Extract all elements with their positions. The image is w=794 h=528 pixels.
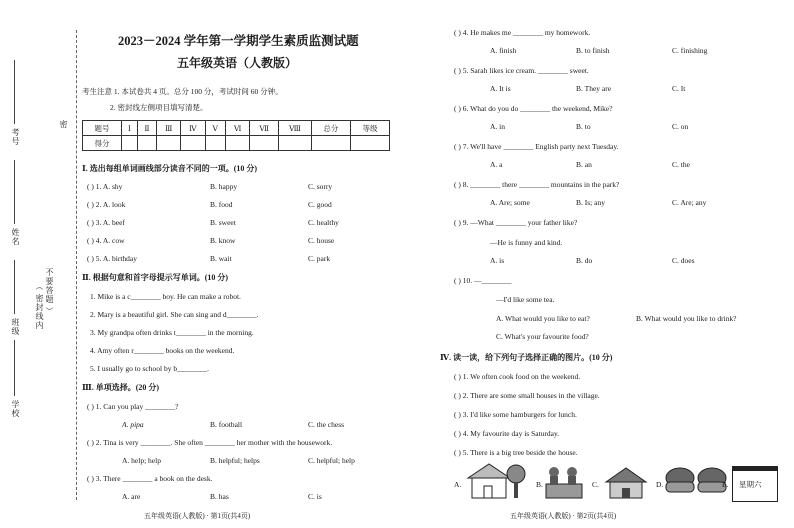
seal-note-2: 不要答题 ）	[45, 268, 54, 316]
fill-item: 4. Amy often r________ books on the weekend.	[90, 346, 235, 355]
score-cell[interactable]	[350, 136, 389, 151]
option-a: A. a	[490, 160, 503, 169]
mc-question: ( ) 5. Sarah likes ice cream. ________ sweet.	[454, 66, 589, 75]
class-label: 班级	[11, 318, 20, 336]
pic-label: C.	[592, 480, 599, 489]
option-c: C. What's your favourite food?	[496, 332, 589, 341]
option-a: A. in	[490, 122, 505, 131]
school-line	[14, 340, 15, 396]
option-b: B. to	[576, 122, 591, 131]
option-c: C. does	[672, 256, 695, 265]
option-a: A. is	[490, 256, 505, 265]
mc-question: ( ) 6. What do you do ________ the weekend, Mike?	[454, 104, 613, 113]
option-c: C. the	[672, 160, 690, 169]
option-a: A. Are; some	[490, 198, 530, 207]
hamburgers-picture	[664, 464, 728, 500]
option-a: A. help; help	[122, 456, 161, 465]
name-label: 姓名	[11, 228, 20, 246]
school-label: 学校	[11, 400, 20, 418]
score-cell[interactable]	[157, 136, 181, 151]
exam-title: 2023－2024 学年第一学期学生素质监测试题	[118, 34, 359, 48]
cooking-picture	[544, 464, 584, 500]
fill-item: 5. I usually go to school by b________.	[90, 364, 209, 373]
fill-item: 2. Mary is a beautiful girl. She can sing and d________.	[90, 310, 259, 319]
option-a: A. pipa	[122, 420, 144, 429]
table-cell: Ⅲ	[157, 121, 181, 136]
pic-label: E.	[722, 480, 729, 489]
option-c: C. is	[308, 492, 322, 501]
table-cell: Ⅴ	[205, 121, 225, 136]
option-c: C. good	[308, 200, 332, 209]
mc-question: ( ) 10. —________	[454, 276, 512, 285]
score-table	[82, 120, 390, 151]
match-item: ( ) 4. My favourite day is Saturday.	[454, 429, 560, 438]
option-b: B. What would you like to drink?	[636, 314, 737, 323]
question-number: ( ) 1. A. shy	[87, 182, 123, 191]
mc-question: ( ) 8. ________ there ________ mountains in the park?	[454, 180, 620, 189]
option-b: B. food	[210, 200, 233, 209]
score-cell[interactable]	[205, 136, 225, 151]
mc-question: ( ) 1. Can you play ________?	[87, 402, 179, 411]
table-cell: 等级	[350, 121, 389, 136]
mc-question: ( ) 2. Tina is very ________. She often ________ her mother with the housework.	[87, 438, 333, 447]
score-cell[interactable]	[225, 136, 249, 151]
option-b: B. know	[210, 236, 236, 245]
option-c: C. healthy	[308, 218, 339, 227]
mc-question: ( ) 4. He makes me ________ my homework.	[454, 28, 591, 37]
option-b: B. They are	[576, 84, 612, 93]
option-a: A. It is	[490, 84, 511, 93]
option-c: C. house	[308, 236, 335, 245]
part2-heading: Ⅱ. 根据句意和首字母提示写单词。(10 分)	[82, 273, 229, 282]
mc-question: ( ) 9. —What ________ your father like?	[454, 218, 578, 227]
option-b: B. happy	[210, 182, 238, 191]
option-c: C. Are; any	[672, 198, 707, 207]
option-c: C. sorry	[308, 182, 333, 191]
option-b: B. sweet	[210, 218, 236, 227]
question-number: ( ) 2. A. look	[87, 200, 126, 209]
option-c: C. the chess	[308, 420, 345, 429]
dialogue-line: —I'd like some tea.	[496, 295, 555, 304]
page-footer: 五年级英语(人教版) · 第1页(共4页)	[144, 512, 251, 520]
score-table-header-row	[83, 121, 390, 136]
exam-no-line	[14, 60, 15, 124]
notice-1: 考生注意 1. 本试卷共 4 页。总分 100 分，考试时间 60 分钟。	[82, 87, 283, 96]
option-c: C. park	[308, 254, 331, 263]
fill-item: 1. Mike is a c________ boy. He can make a robot.	[90, 292, 241, 301]
seal-note-1: （ 密封线内	[35, 282, 44, 330]
option-c: C. It	[672, 84, 686, 93]
pic-label: D.	[656, 480, 664, 489]
option-b: B. do	[576, 256, 593, 265]
dialogue-line: —He is funny and kind.	[490, 238, 563, 247]
table-cell: Ⅱ	[137, 121, 157, 136]
option-c: C. helpful; help	[308, 456, 355, 465]
question-number: ( ) 3. A. beef	[87, 218, 125, 227]
table-cell: Ⅳ	[181, 121, 205, 136]
option-b: B. wait	[210, 254, 232, 263]
table-cell: 得分	[83, 136, 122, 151]
option-a: A. finish	[490, 46, 517, 55]
mc-question: ( ) 7. We'll have ________ English party next Tuesday.	[454, 142, 619, 151]
table-cell: Ⅶ	[250, 121, 279, 136]
score-cell[interactable]	[311, 136, 350, 151]
score-cell[interactable]	[122, 136, 138, 151]
score-cell[interactable]	[137, 136, 157, 151]
exam-subtitle: 五年级英语（人教版）	[177, 56, 298, 70]
option-a: A. are	[122, 492, 141, 501]
calendar-picture	[732, 466, 778, 502]
page-1	[82, 0, 400, 528]
option-b: B. helpful; helps	[210, 456, 260, 465]
option-c: C. finishing	[672, 46, 708, 55]
house-tree-picture	[462, 462, 526, 500]
option-b: B. football	[210, 420, 243, 429]
small-houses-picture	[602, 464, 650, 500]
option-a: A. What would you like to eat?	[496, 314, 590, 323]
page-2	[410, 0, 794, 528]
calendar-text: 星期六	[739, 480, 762, 489]
table-cell: Ⅵ	[225, 121, 249, 136]
exam-no-label: 考号	[11, 128, 20, 146]
score-table-score-row	[83, 136, 390, 151]
seal-char: 密	[59, 120, 68, 129]
binding-margin	[0, 0, 82, 528]
option-b: B. has	[210, 492, 229, 501]
option-c: C. on	[672, 122, 689, 131]
score-cell[interactable]	[250, 136, 279, 151]
score-cell[interactable]	[181, 136, 205, 151]
part4-heading: Ⅳ. 读一读，给下列句子选择正确的图片。(10 分)	[440, 353, 613, 362]
seal-dash-line	[76, 30, 77, 500]
option-b: B. an	[576, 160, 592, 169]
fill-item: 3. My grandpa often drinks t________ in the morning.	[90, 328, 254, 337]
table-cell: Ⅷ	[279, 121, 312, 136]
mc-question: ( ) 3. There ________ a book on the desk.	[87, 474, 213, 483]
match-item: ( ) 1. We often cook food on the weekend.	[454, 372, 581, 381]
table-cell: 总分	[311, 121, 350, 136]
option-b: B. Is; any	[576, 198, 605, 207]
match-item: ( ) 2. There are some small houses in the village.	[454, 391, 600, 400]
match-item: ( ) 5. There is a big tree beside the house.	[454, 448, 578, 457]
part1-heading: Ⅰ. 选出每组单词画线部分读音不同的一项。(10 分)	[82, 164, 258, 173]
question-number: ( ) 4. A. cow	[87, 236, 125, 245]
page-footer: 五年级英语(人教版) · 第2页(共4页)	[510, 512, 617, 520]
class-line	[14, 260, 15, 314]
option-b: B. to finish	[576, 46, 610, 55]
score-cell[interactable]	[279, 136, 312, 151]
pic-label: A.	[454, 480, 462, 489]
match-item: ( ) 3. I'd like some hamburgers for lunch.	[454, 410, 577, 419]
table-cell: 题号	[83, 121, 122, 136]
table-cell: Ⅰ	[122, 121, 138, 136]
name-line	[14, 160, 15, 224]
part3-heading: Ⅲ. 单项选择。(20 分)	[82, 383, 160, 392]
notice-2: 2. 密封线左侧项目填写清楚。	[110, 103, 208, 112]
question-number: ( ) 5. A. birthday	[87, 254, 137, 263]
pic-label: B.	[536, 480, 543, 489]
